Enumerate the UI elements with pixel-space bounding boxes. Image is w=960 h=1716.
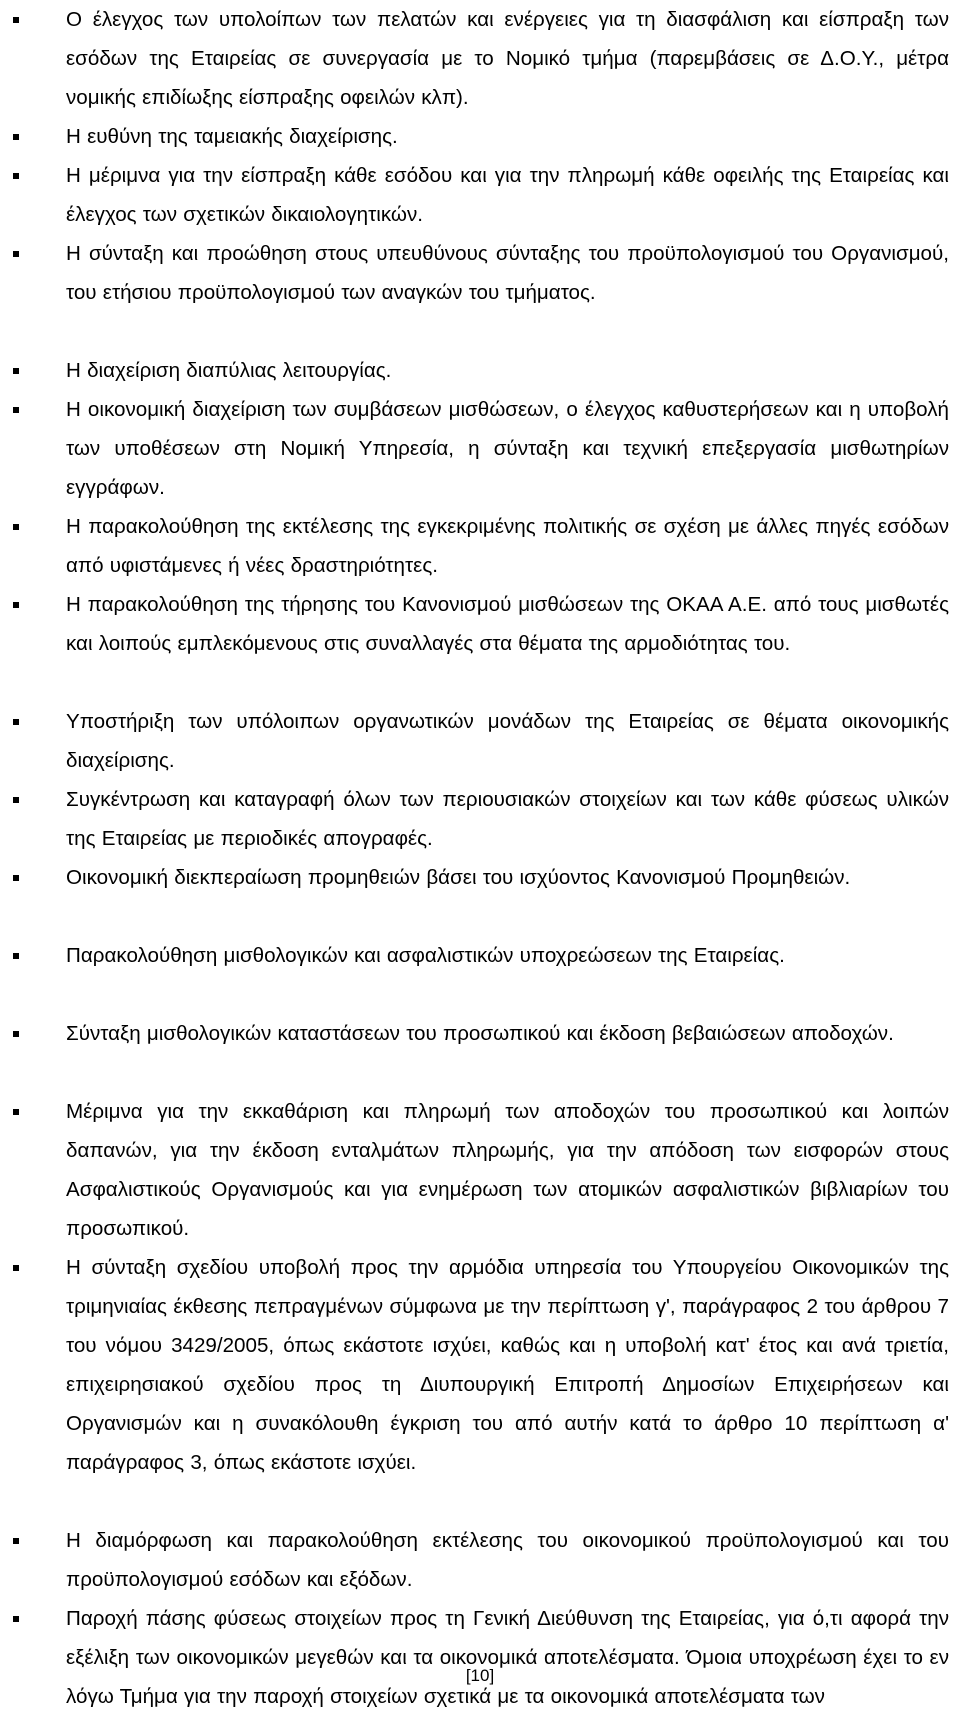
list-item	[0, 234, 960, 312]
square-bullet-icon	[13, 1109, 19, 1115]
list-item-text: Η μέριμνα για την είσπραξη κάθε εσόδου και για την πληρωμή κάθε οφειλής της Εταιρείας και έλεγχος των σχετικών δικαιολογητικών.	[66, 164, 949, 226]
list-item	[0, 117, 960, 156]
list-item	[0, 1092, 960, 1248]
list-item	[0, 0, 960, 117]
list-item	[0, 390, 960, 507]
list-item	[0, 1248, 960, 1482]
square-bullet-icon	[13, 953, 19, 959]
square-bullet-icon	[13, 797, 19, 803]
square-bullet-icon	[13, 251, 19, 257]
list-item-text: Η διαχείριση διαπύλιας λειτουργίας.	[66, 359, 392, 382]
list-item-text: Παροχή πάσης φύσεως στοιχείων προς τη Γενική Διεύθυνση της Εταιρείας, για ό,τι αφορά την εξέλιξη των οικονομικών μεγεθών και τα οικονομικά αποτελέσματα. Όμοια υποχρέωση έχει το εν λόγω Τμήμα για την παροχή στοιχείων σχετικά με τα οικονομικά αποτελέσματα των	[66, 1607, 949, 1708]
list-item-text: Η παρακολούθηση της τήρησης του Κανονισμού μισθώσεων της ΟΚΑΑ Α.Ε. από τους μισθωτές και λοιπούς εμπλεκόμενους στις συναλλαγές στα θέματα της αρμοδιότητας του.	[66, 593, 949, 655]
list-item-text: Η ευθύνη της ταμειακής διαχείρισης.	[66, 125, 398, 148]
square-bullet-icon	[13, 1616, 19, 1622]
square-bullet-icon	[13, 407, 19, 413]
square-bullet-icon	[13, 1265, 19, 1271]
list-item	[0, 858, 960, 897]
list-item	[0, 507, 960, 585]
square-bullet-icon	[13, 368, 19, 374]
square-bullet-icon	[13, 1538, 19, 1544]
list-item	[0, 156, 960, 234]
list-item-text: Η σύνταξη και προώθηση στους υπευθύνους σύνταξης του προϋπολογισμού του Οργανισμού, του ετήσιου προϋπολογισμού των αναγκών του τμήματος.	[66, 242, 949, 304]
list-item-text: Ο έλεγχος των υπολοίπων των πελατών και ενέργειες για τη διασφάλιση και είσπραξη των εσόδων της Εταιρείας σε συνεργασία με το Νομικό τμήμα (παρεμβάσεις σε Δ.Ο.Υ., μέτρα νομικής επιδίωξης είσπραξης οφειλών κλπ).	[66, 8, 949, 109]
square-bullet-icon	[13, 602, 19, 608]
list-item	[0, 702, 960, 780]
list-item-text: Η παρακολούθηση της εκτέλεσης της εγκεκριμένης πολιτικής σε σχέση με άλλες πηγές εσόδων από υφιστάμενες ή νέες δραστηριότητες.	[66, 515, 949, 577]
square-bullet-icon	[13, 173, 19, 179]
list-item	[0, 936, 960, 975]
list-item-text: Παρακολούθηση μισθολογικών και ασφαλιστικών υποχρεώσεων της Εταιρείας.	[66, 944, 785, 967]
list-item-text: Η οικονομική διαχείριση των συμβάσεων μισθώσεων, ο έλεγχος καθυστερήσεων και η υποβολή των υποθέσεων στη Νομική Υπηρεσία, η σύνταξη και τεχνική επεξεργασία μισθωτηρίων εγγράφων.	[66, 398, 949, 499]
list-item	[0, 351, 960, 390]
list-item	[0, 1599, 960, 1716]
page-number: [10]	[465, 1666, 495, 1685]
list-item	[0, 1521, 960, 1599]
list-item-text: Μέριμνα για την εκκαθάριση και πληρωμή των αποδοχών του προσωπικού και λοιπών δαπανών, για την έκδοση ενταλμάτων πληρωμής, για την απόδοση των εισφορών στους Ασφαλιστικούς Οργανισμούς και για ενημέρωση των ατομικών ασφαλιστικών βιβλιαρίων του προσωπικού.	[66, 1100, 949, 1240]
square-bullet-icon	[13, 719, 19, 725]
list-item	[0, 585, 960, 663]
list-item-text: Συγκέντρωση και καταγραφή όλων των περιουσιακών στοιχείων και των κάθε φύσεως υλικών της Εταιρείας με περιοδικές απογραφές.	[66, 788, 949, 850]
square-bullet-icon	[13, 524, 19, 530]
list-item-text: Η διαμόρφωση και παρακολούθηση εκτέλεσης του οικονομικού προϋπολογισμού και του προϋπολογισμού εσόδων και εξόδων.	[66, 1529, 949, 1591]
square-bullet-icon	[13, 1031, 19, 1037]
list-item-text: Η σύνταξη σχεδίου υποβολή προς την αρμόδια υπηρεσία του Υπουργείου Οικονομικών της τριμηνιαίας έκθεσης πεπραγμένων σύμφωνα με την περίπτωση γ', παράγραφος 2 του άρθρου 7 του νόμου 3429/2005, όπως εκάστοτε ισχύει, καθώς και η υποβολή κατ' έτος και ανά τριετία, επιχειρησιακού σχεδίου προς τη Διυπουργική Επιτροπή Δημοσίων Επιχειρήσεων και Οργανισμών και η συνακόλουθη έγκριση του από αυτήν κατά το άρθρο 10 περίπτωση α' παράγραφος 3, όπως εκάστοτε ισχύει.	[66, 1256, 949, 1474]
list-item-text: Οικονομική διεκπεραίωση προμηθειών βάσει του ισχύοντος Κανονισμού Προμηθειών.	[66, 866, 851, 889]
list-item-text: Σύνταξη μισθολογικών καταστάσεων του προσωπικού και έκδοση βεβαιώσεων αποδοχών.	[66, 1022, 894, 1045]
list-item-text: Υποστήριξη των υπόλοιπων οργανωτικών μονάδων της Εταιρείας σε θέματα οικονομικής διαχείρισης.	[66, 710, 949, 772]
square-bullet-icon	[13, 17, 19, 23]
list-item	[0, 1014, 960, 1053]
square-bullet-icon	[13, 875, 19, 881]
list-item	[0, 780, 960, 858]
square-bullet-icon	[13, 134, 19, 140]
